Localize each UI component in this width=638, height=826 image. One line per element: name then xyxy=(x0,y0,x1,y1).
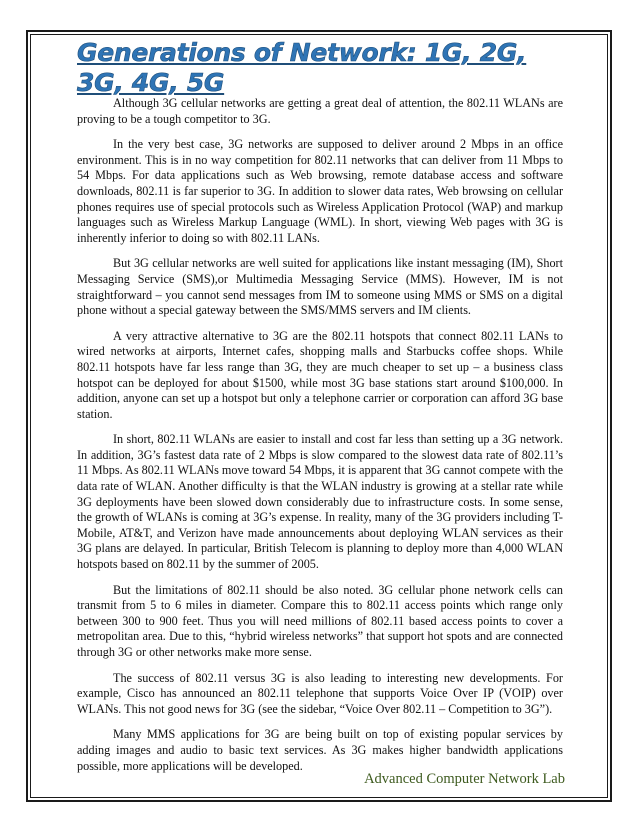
paragraph-4: A very attractive alternative to 3G are the 802.11 hotspots that connect 802.11 LANs to wired networks at airports, Internet cafes, shopping malls and Starbucks coffee shops. While 802.11 hotspots have far less range than 3G, they are much cheaper to set up – a business class hotspot can be deployed for about $1500, while most 3G base stations start around $100,000. In addition, anyone can set up a hotspot but only a telephone carrier or corporation can afford 3G base station. xyxy=(77,328,563,421)
paragraph-3: But 3G cellular networks are well suited for applications like instant messaging (IM), Short Messaging Service (SMS),or Multimedia Messaging Service (MMS). However, IM is not straightforward – you cannot send messages from IM to someone using MMS or SMS on a digital phone without a special gateway between the SMS/MMS servers and IM clients. xyxy=(77,256,563,318)
page-footer: Advanced Computer Network Lab xyxy=(364,771,565,787)
paragraph-5: In short, 802.11 WLANs are easier to install and cost far less than setting up a 3G network. In addition, 3G’s fastest data rate of 2 Mbps is slow compared to the slowest data rate of 802.11’s 11 Mbps. As 802.11 WLANs move toward 54 Mbps, it is apparent that 3G cannot compete with the data rate of WLAN. Another difficulty is that the WLAN industry is growing at a stellar rate while 3G deployments have been slowed down considerably due to infrastructure costs. In some sense, the growth of WLANs is coming at 3G’s expense. In reality, many of the 3G providers including T-Mobile, AT&T, and Verizon have made announcements about deploying WLAN services as their 3G plans are delayed. In particular, British Telecom is planning to deploy more than 4,000 WLAN hotspots based on 802.11 by the summer of 2005. xyxy=(77,432,563,572)
document-body xyxy=(77,38,563,784)
paragraph-2: In the very best case, 3G networks are supposed to deliver around 2 Mbps in an office environment. This is in no way competition for 802.11 networks that can deliver from 11 Mbps to 54 Mbps. For data applications such as Web browsing, remote database access and software downloads, 802.11 is far superior to 3G. In addition to slower data rates, Web browsing on cellular phones requires use of special protocols such as Wireless Application Protocol (WAP) and markup languages such as Wireless Markup Language (WML). In short, viewing Web pages with 3G is inherently inferior to doing so with 802.11 LANs. xyxy=(77,137,563,245)
paragraph-7: The success of 802.11 versus 3G is also leading to interesting new developments. For example, Cisco has announced an 802.11 telephone that supports Voice Over IP (VOIP) over WLANs. This not good news for 3G (see the sidebar, “Voice Over 802.11 – Competition to 3G”). xyxy=(77,670,563,716)
document-title: Generations of Network: 1G, 2G, 3G, 4G, 5G xyxy=(77,38,527,97)
paragraph-6: But the limitations of 802.11 should be also noted. 3G cellular phone network cells can transmit from 5 to 6 miles in diameter. Compare this to 802.11 access points which range only between 300 to 900 feet. Thus you will need millions of 802.11 based access points to cover a metropolitan area. Due to this, “hybrid wireless networks” that support hot spots and are connected through 3G or other networks make more sense. xyxy=(77,582,563,659)
paragraph-1: Although 3G cellular networks are getting a great deal of attention, the 802.11 WLANs are proving to be a tough competitor to 3G. xyxy=(77,96,563,126)
paragraph-8: Many MMS applications for 3G are being built on top of existing popular services by adding images and audio to basic text services. As 3G makes higher bandwidth applications possible, more applications will be developed. xyxy=(77,727,563,773)
